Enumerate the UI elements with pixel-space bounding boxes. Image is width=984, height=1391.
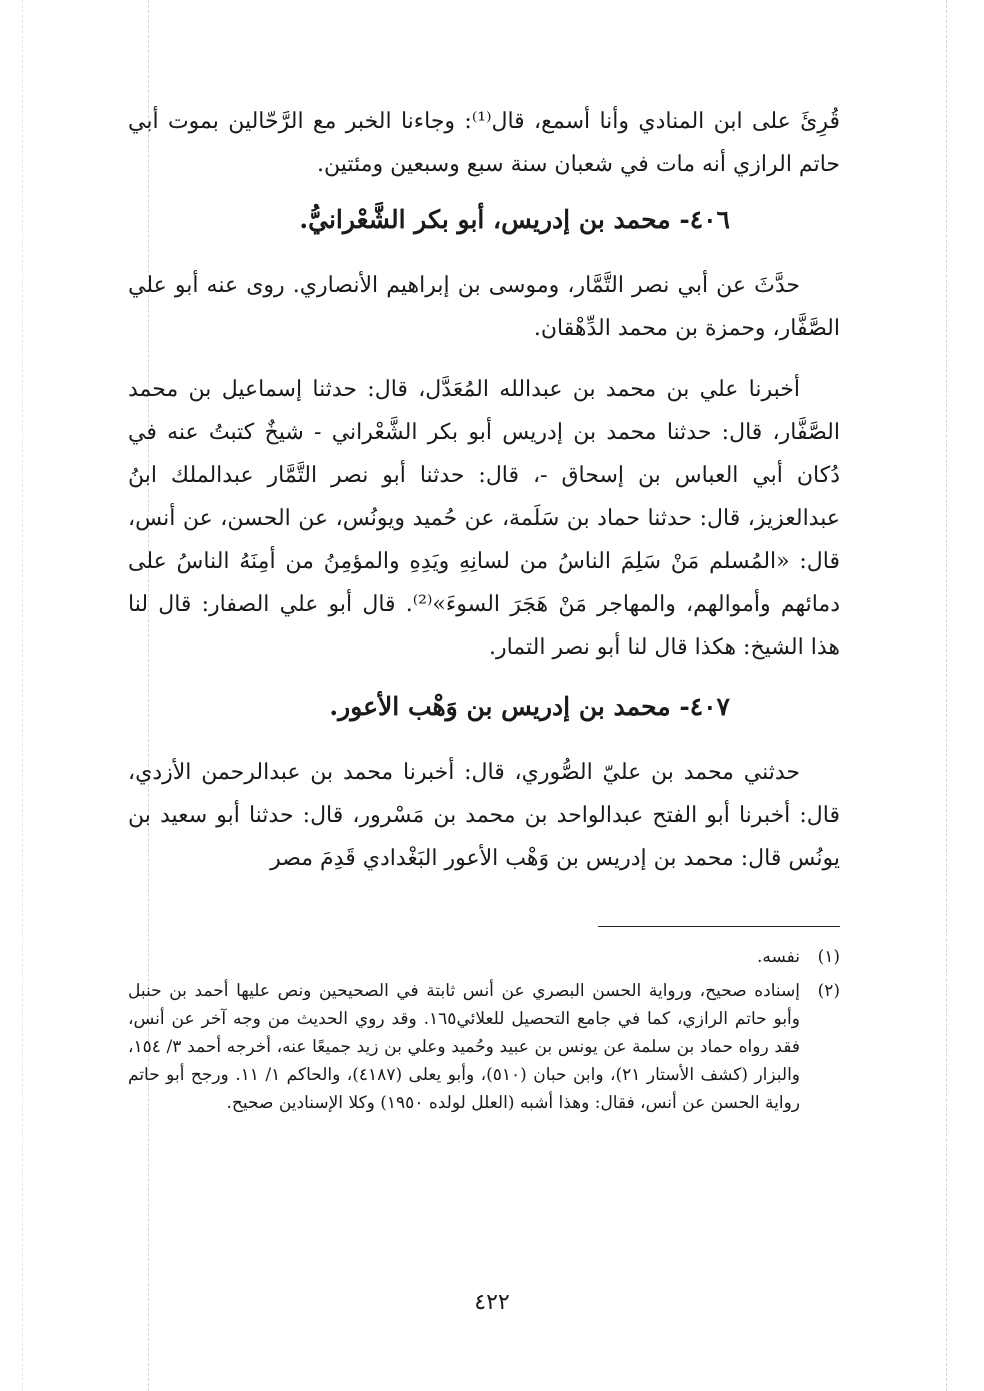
footnote: [128, 977, 840, 1117]
footnotes: [128, 943, 840, 1123]
paragraph: قُرِئَ على ابن المنادي وأنا أسمع، قال⁽¹⁾: وجاءنا الخبر مع الرَّحّالين بموت أبي حاتم الرازي أنه مات في شعبان سنة سبع وسبعين ومئتين.: [128, 109, 840, 177]
paragraph: حدثني محمد بن عليّ الصُّوري، قال: أخبرنا محمد بن عبدالرحمن الأزدي، قال: أخبرنا أبو الفتح عبدالواحد بن محمد بن مَسْرور، قال: حدثنا أبو سعيد بن يونُس قال: محمد بن إدريس بن وَهْب الأعور البَغْدادي قَدِمَ مصر: [128, 760, 840, 871]
entry-heading: ٤٠٧- محمد بن إدريس بن وَهْب الأعور.: [329, 692, 730, 721]
paragraph: أخبرنا علي بن محمد بن عبدالله المُعَدَّل، قال: حدثنا إسماعيل بن محمد الصَّفَّار، قال: حدثنا محمد بن إدريس أبو بكر الشَّعْراني - شيخٌ كتبتُ عنه في دُكان أبي العباس بن إسحاق -، قال: حدثنا أبو نصر التَّمَّار عبدالملك ابنُ عبدالعزيز، قال: حدثنا حماد بن سَلَمة، عن حُميد ويونُس، عن الحسن، عن أنس، قال: «المُسلم مَنْ سَلِمَ الناسُ من لسانِهِ ويَدِهِ والمؤمِنُ من أمِنَهُ الناسُ على دمائهم وأموالهم، والمهاجر مَنْ هَجَرَ السوءَ»⁽²⁾. قال أبو علي الصفار: قال لنا هذا الشيخ: هكذا قال لنا أبو نصر التمار.: [128, 377, 841, 660]
footnote-separator: [598, 926, 840, 927]
footnote-text: نفسه.: [756, 947, 800, 967]
footnote-number: (١): [817, 947, 840, 967]
scan-artifact-line: [22, 0, 23, 1391]
entry-heading: ٤٠٦- محمد بن إدريس، أبو بكر الشَّعْرانيُّ.: [299, 205, 730, 234]
footnote-text: إسناده صحيح، ورواية الحسن البصري عن أنس ثابتة في الصحيحين ونص عليها أحمد بن حنبل وأبو حاتم الرازي، كما في جامع التحصيل للعلائي١٦٥. وقد روي الحديث من وجه آخر عن أنس، فقد رواه حماد بن سلمة عن يونس بن عبيد وحُميد وعلي بن زيد جميعًا عنه، أخرجه أحمد ٣/ ١٥٤، والبزار (كشف الأستار ٢١)، وابن حبان (٥١٠)، وأبو يعلى (٤١٨٧)، والحاكم ١/ ١١. ورجح أبو حاتم رواية الحسن عن أنس، فقال: وهذا أشبه (العلل لولده ١٩٥٠) وكلا الإسنادين صحيح.: [128, 981, 801, 1113]
main-text: [128, 100, 840, 880]
footnote: [128, 943, 840, 971]
paragraph: حدَّثَ عن أبي نصر التَّمَّار، وموسى بن إبراهيم الأنصاري. روى عنه أبو علي الصَّفَّار، وحمزة بن محمد الدِّهْقان.: [128, 273, 840, 341]
page-number: ٤٢٢: [474, 1290, 510, 1315]
footnote-number: (٢): [817, 981, 840, 1001]
scan-artifact-line: [946, 0, 947, 1391]
